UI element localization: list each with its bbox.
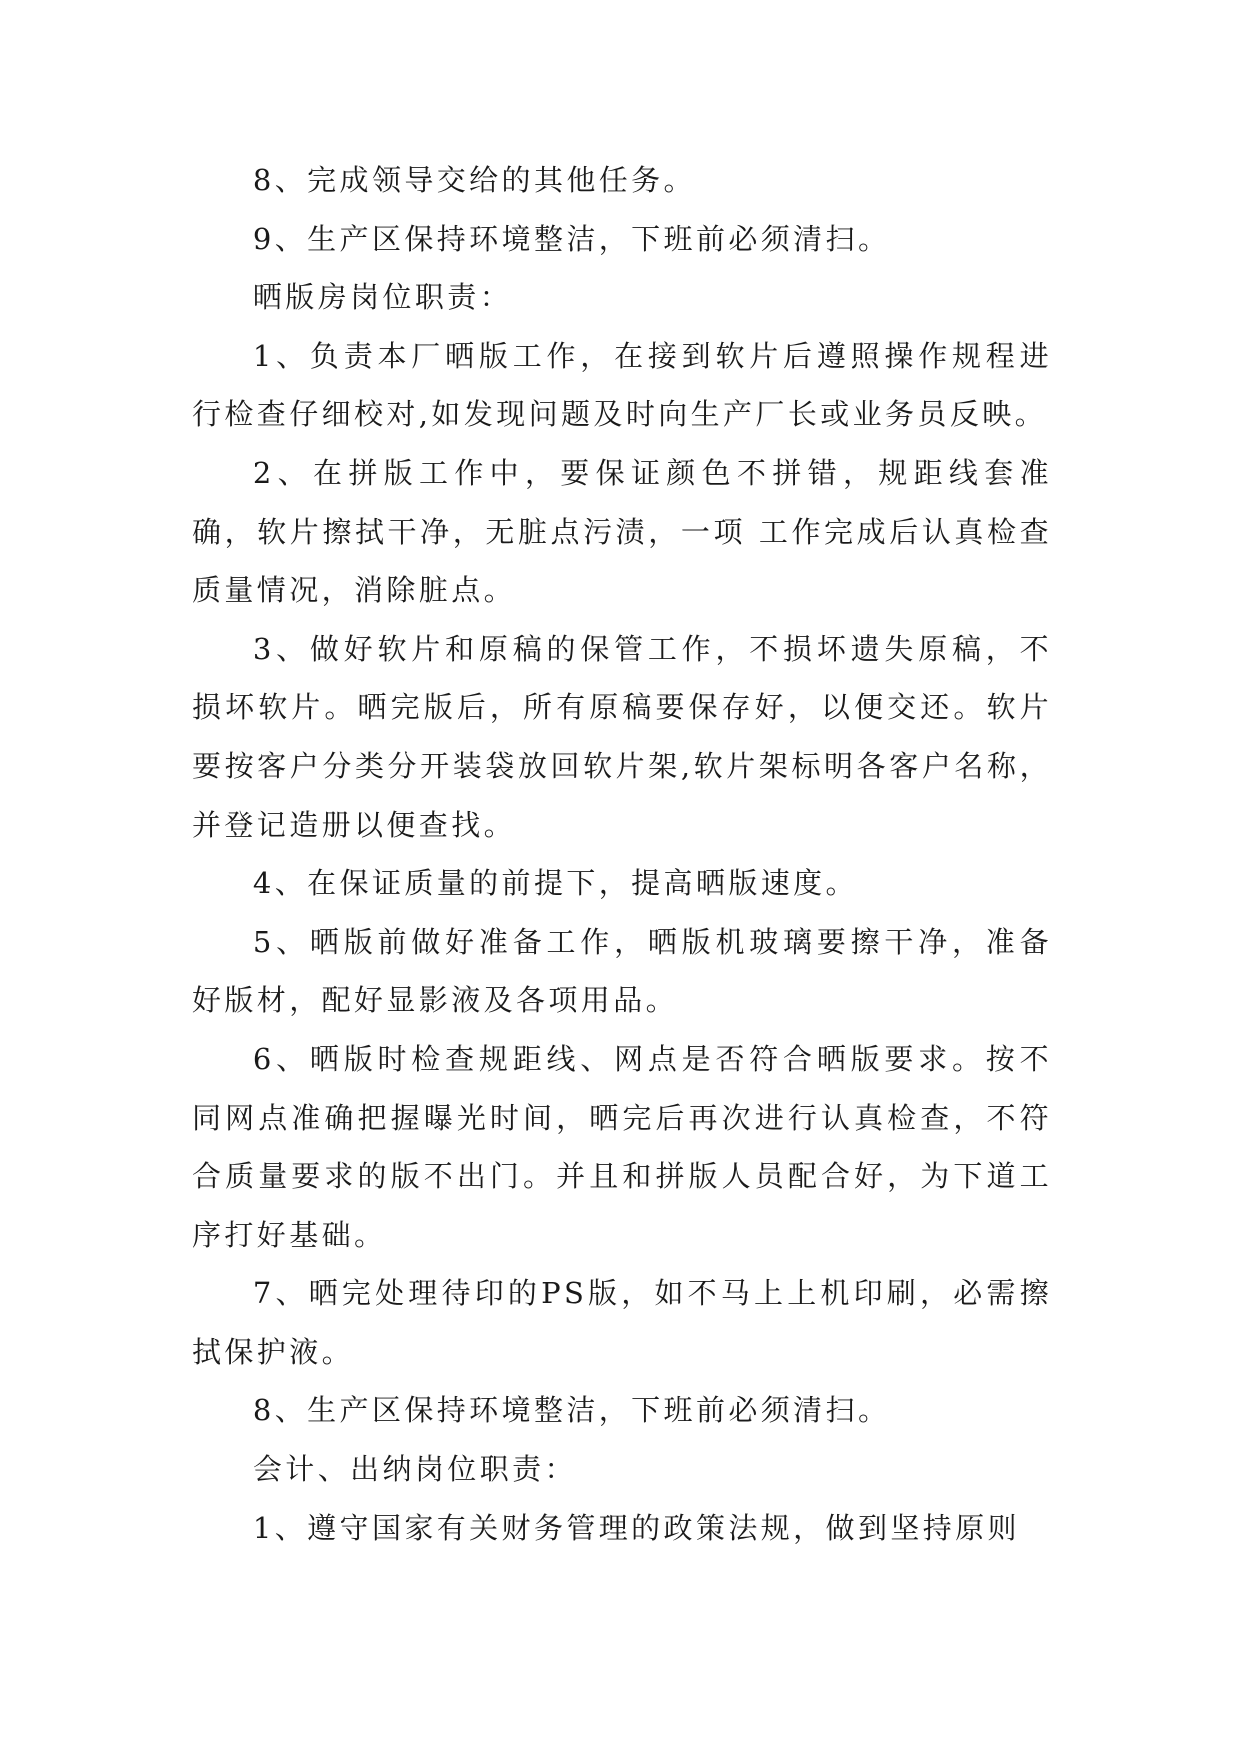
paragraph-item-7-ps-plate: 7、晒完处理待印的PS版，如不马上上机印刷，必需擦拭保护液。 [192,1276,1052,1369]
paragraph-item-4-speed: 4、在保证质量的前提下，提高晒版速度。 [252,866,858,901]
paragraph-item-8-tasks: 8、完成领导交给的其他任务。 [252,163,696,197]
paragraph-item-1-plate-work: 1、负责本厂晒版工作，在接到软片后遵照操作规程进行检查仔细校对,如发现问题及时向生产厂长或业务员反映。 [192,338,1052,432]
paragraph-item-8-cleaning: 8、生产区保持环境整洁，下班前必须清扫。 [252,1393,891,1428]
paragraph-item-3-storage: 3、做好软片和原稿的保管工作，不损坏遗失原稿，不损坏软片。晒完版后，所有原稿要保存好，以便交还。软片要按客户分类分开装袋放回软片架,软片架标明各客户名称，并登记造册以便查找。 [192,631,1052,842]
paragraph-item-2-imposition: 2、在拼版工作中，要保证颜色不拼错，规距线套准确，软片擦拭干净，无脏点污渍，一项 工作完成后认真检查质量情况，消除脏点。 [192,455,1052,608]
section-heading-accounting: 会计、出纳岗位职责： [252,1452,577,1487]
section-heading-plate-room: 晒版房岗位职责： [252,280,513,315]
paragraph-item-9-cleaning: 9、生产区保持环境整洁，下班前必须清扫。 [252,221,891,256]
paragraph-item-5-preparation: 5、晒版前做好准备工作，晒版机玻璃要擦干净，准备好版材，配好显影液及各项用品。 [192,924,1052,1018]
paragraph-item-1-regulations: 1、遵守国家有关财务管理的政策法规，做到坚持原则 [252,1510,1020,1545]
document-body [192,151,1052,1557]
paragraph-item-6-inspection: 6、晒版时检查规距线、网点是否符合晒版要求。按不同网点准确把握曝光时间，晒完后再次进行认真检查，不符合质量要求的版不出门。并且和拼版人员配合好，为下道工序打好基础。 [192,1041,1052,1252]
